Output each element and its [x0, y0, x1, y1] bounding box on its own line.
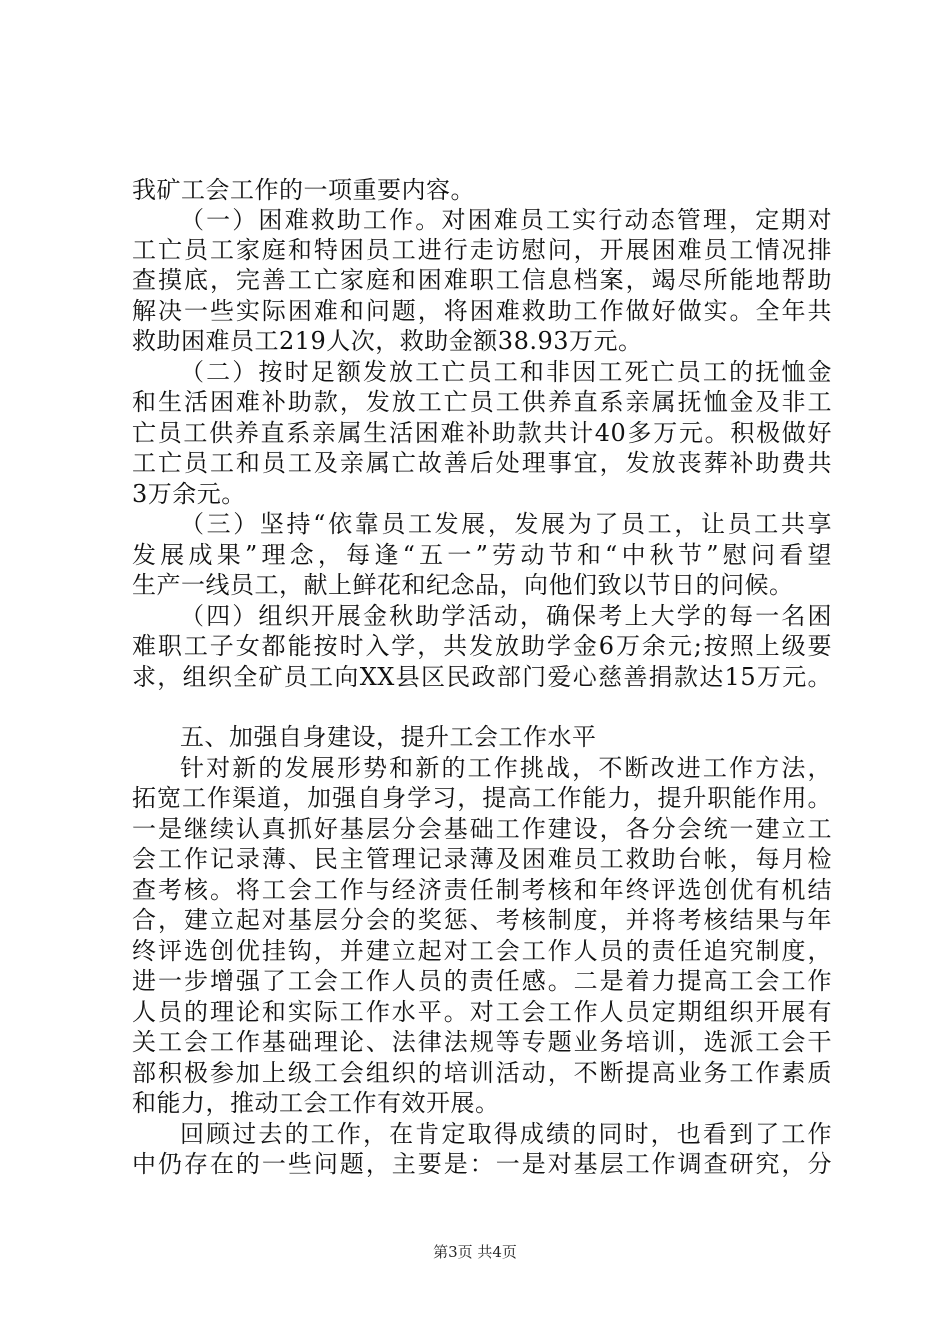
text-line: 查摸底，完善工亡家庭和困难职工信息档案，竭尽所能地帮助 [132, 266, 832, 294]
text-line: （一）困难救助工作。对困难员工实行动态管理，定期对 [180, 206, 832, 234]
text-line: 求，组织全矿员工向XX县区民政部门爱心慈善捐款达15万元。 [132, 663, 832, 691]
text-line: 终评选创优挂钩，并建立起对工会工作人员的责任追究制度， [132, 937, 832, 965]
text-line: 针对新的发展形势和新的工作挑战，不断改进工作方法， [180, 754, 832, 782]
text-line: 3万余元。 [132, 480, 246, 508]
text-line: 人员的理论和实际工作水平。对工会工作人员定期组织开展有 [132, 998, 832, 1026]
text-line: 工亡员工家庭和特困员工进行走访慰问，开展困难员工情况排 [132, 236, 832, 264]
text-line: 一是继续认真抓好基层分会基础工作建设，各分会统一建立工 [132, 815, 832, 843]
text-line: 查考核。将工会工作与经济责任制考核和年终评选创优有机结 [132, 876, 832, 904]
text-line: 我矿工会工作的一项重要内容。 [132, 176, 475, 204]
text-line: 发展成果”理念，每逢“五一”劳动节和“中秋节”慰问看望 [132, 541, 832, 569]
text-line: 部积极参加上级工会组织的培训活动，不断提高业务工作素质 [132, 1059, 832, 1087]
text-line: 会工作记录薄、民主管理记录薄及困难员工救助台帐，每月检 [132, 845, 832, 873]
text-line: 合，建立起对基层分会的奖惩、考核制度，并将考核结果与年 [132, 906, 832, 934]
text-line: （三）坚持“依靠员工发展，发展为了员工，让员工共享 [180, 510, 832, 538]
text-line: 回顾过去的工作，在肯定取得成绩的同时，也看到了工作 [180, 1120, 832, 1148]
text-line: （四）组织开展金秋助学活动，确保考上大学的每一名困 [180, 602, 832, 630]
text-line: 生产一线员工，献上鲜花和纪念品，向他们致以节日的问候。 [132, 571, 794, 599]
text-line: 和能力，推动工会工作有效开展。 [132, 1089, 500, 1117]
text-line: 解决一些实际困难和问题，将困难救助工作做好做实。全年共 [132, 297, 832, 325]
text-line: 救助困难员工219人次，救助金额38.93万元。 [132, 327, 643, 355]
text-line: 关工会工作基础理论、法律法规等专题业务培训，选派工会干 [132, 1028, 832, 1056]
text-line: 和生活困难补助款，发放工亡员工供养直系亲属抚恤金及非工 [132, 388, 832, 416]
text-line: 中仍存在的一些问题，主要是：一是对基层工作调查研究，分 [132, 1150, 832, 1178]
text-line: 难职工子女都能按时入学，共发放助学金6万余元;按照上级要 [132, 632, 832, 660]
page-footer: 第3页 共4页 [433, 1243, 517, 1261]
text-line: 工亡员工和员工及亲属亡故善后处理事宜，发放丧葬补助费共 [132, 449, 832, 477]
text-line: （二）按时足额发放工亡员工和非因工死亡员工的抚恤金 [180, 358, 832, 386]
section-heading: 五、加强自身建设，提升工会工作水平 [180, 723, 597, 751]
text-line: 拓宽工作渠道，加强自身学习，提高工作能力，提升职能作用。 [132, 784, 832, 812]
text-line: 亡员工供养直系亲属生活困难补助款共计40多万元。积极做好 [132, 419, 832, 447]
text-line: 进一步增强了工会工作人员的责任感。二是着力提高工会工作 [132, 967, 832, 995]
